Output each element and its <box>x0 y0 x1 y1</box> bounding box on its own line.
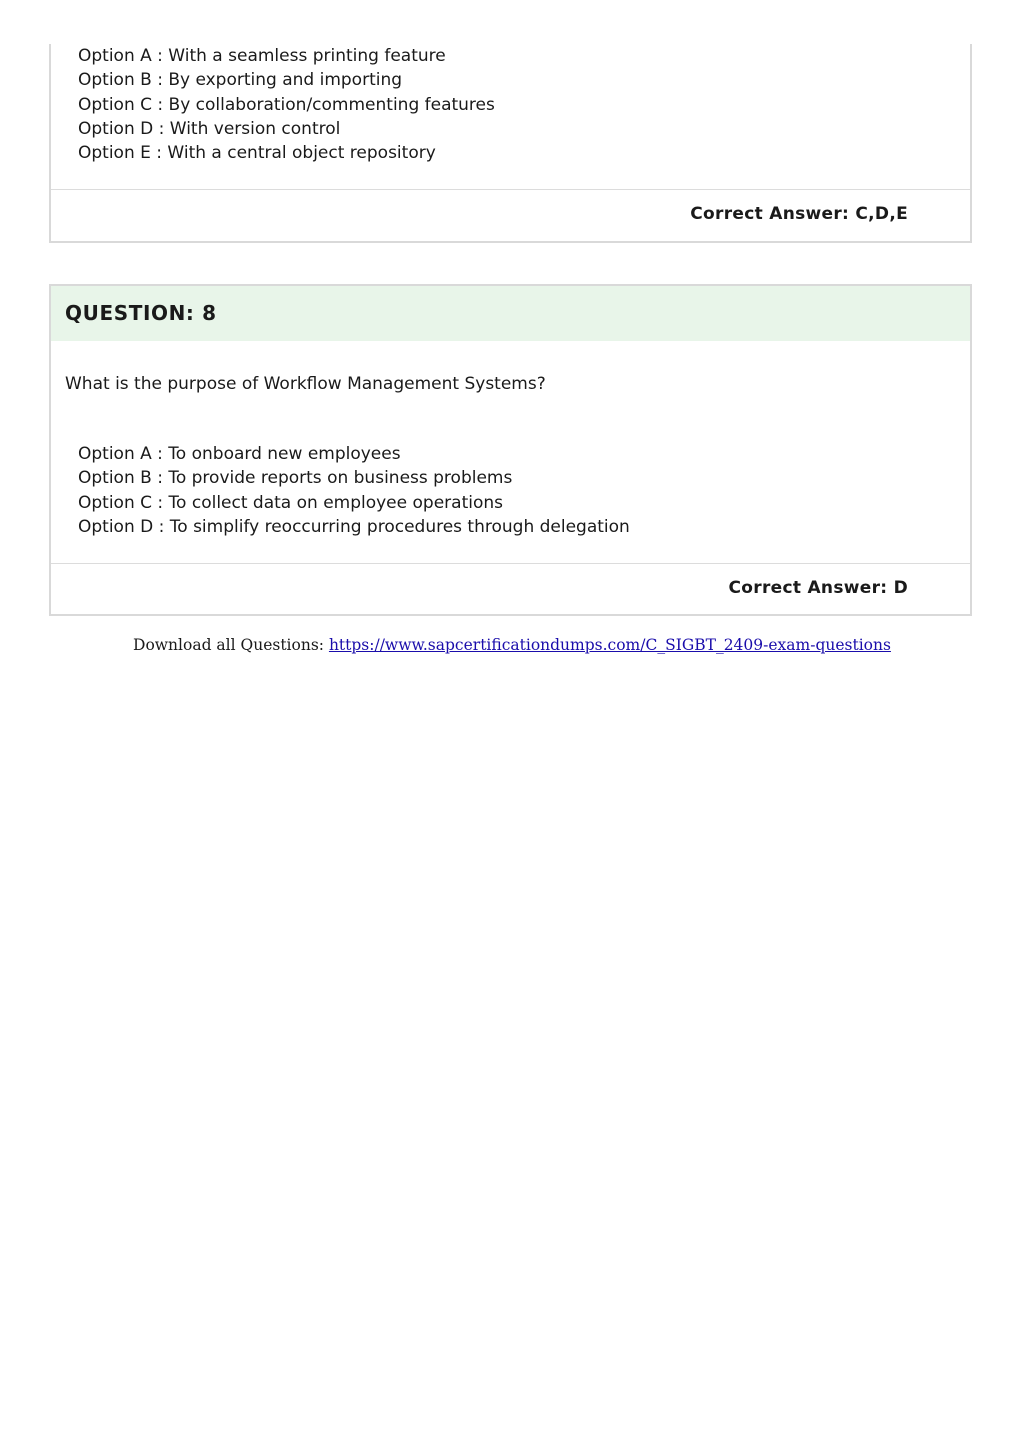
option-b: Option B : By exporting and importing <box>78 70 403 91</box>
question-card <box>49 284 972 616</box>
option-b: Option B : To provide reports on business problems <box>78 468 513 489</box>
option-d: Option D : To simplify reoccurring procedures through delegation <box>78 516 630 537</box>
answer-row <box>51 563 970 615</box>
option-e: Option E : With a central object repository <box>78 143 436 164</box>
option-a: Option A : With a seamless printing feature <box>78 46 446 66</box>
option-a: Option A : To onboard new employees <box>78 444 401 464</box>
previous-question-options <box>78 44 495 165</box>
option-d: Option D : With version control <box>78 118 341 139</box>
option-c: Option C : By collaboration/commenting features <box>78 94 495 115</box>
question-title: QUESTION: 8 <box>65 301 217 325</box>
option-c: Option C : To collect data on employee operations <box>78 492 503 513</box>
footer-label: Download all Questions: <box>133 636 329 654</box>
download-link[interactable]: https://www.sapcertificationdumps.com/C_SIGBT_2409-exam-questions <box>328 636 891 654</box>
previous-question-card <box>49 44 972 243</box>
correct-answer: Correct Answer: D <box>728 578 908 598</box>
download-footer <box>0 636 1024 654</box>
question-options <box>78 442 630 539</box>
answer-row <box>51 189 970 242</box>
correct-answer: Correct Answer: C,D,E <box>690 204 908 224</box>
question-text: What is the purpose of Workflow Management Systems? <box>65 374 546 394</box>
question-header <box>51 286 970 341</box>
